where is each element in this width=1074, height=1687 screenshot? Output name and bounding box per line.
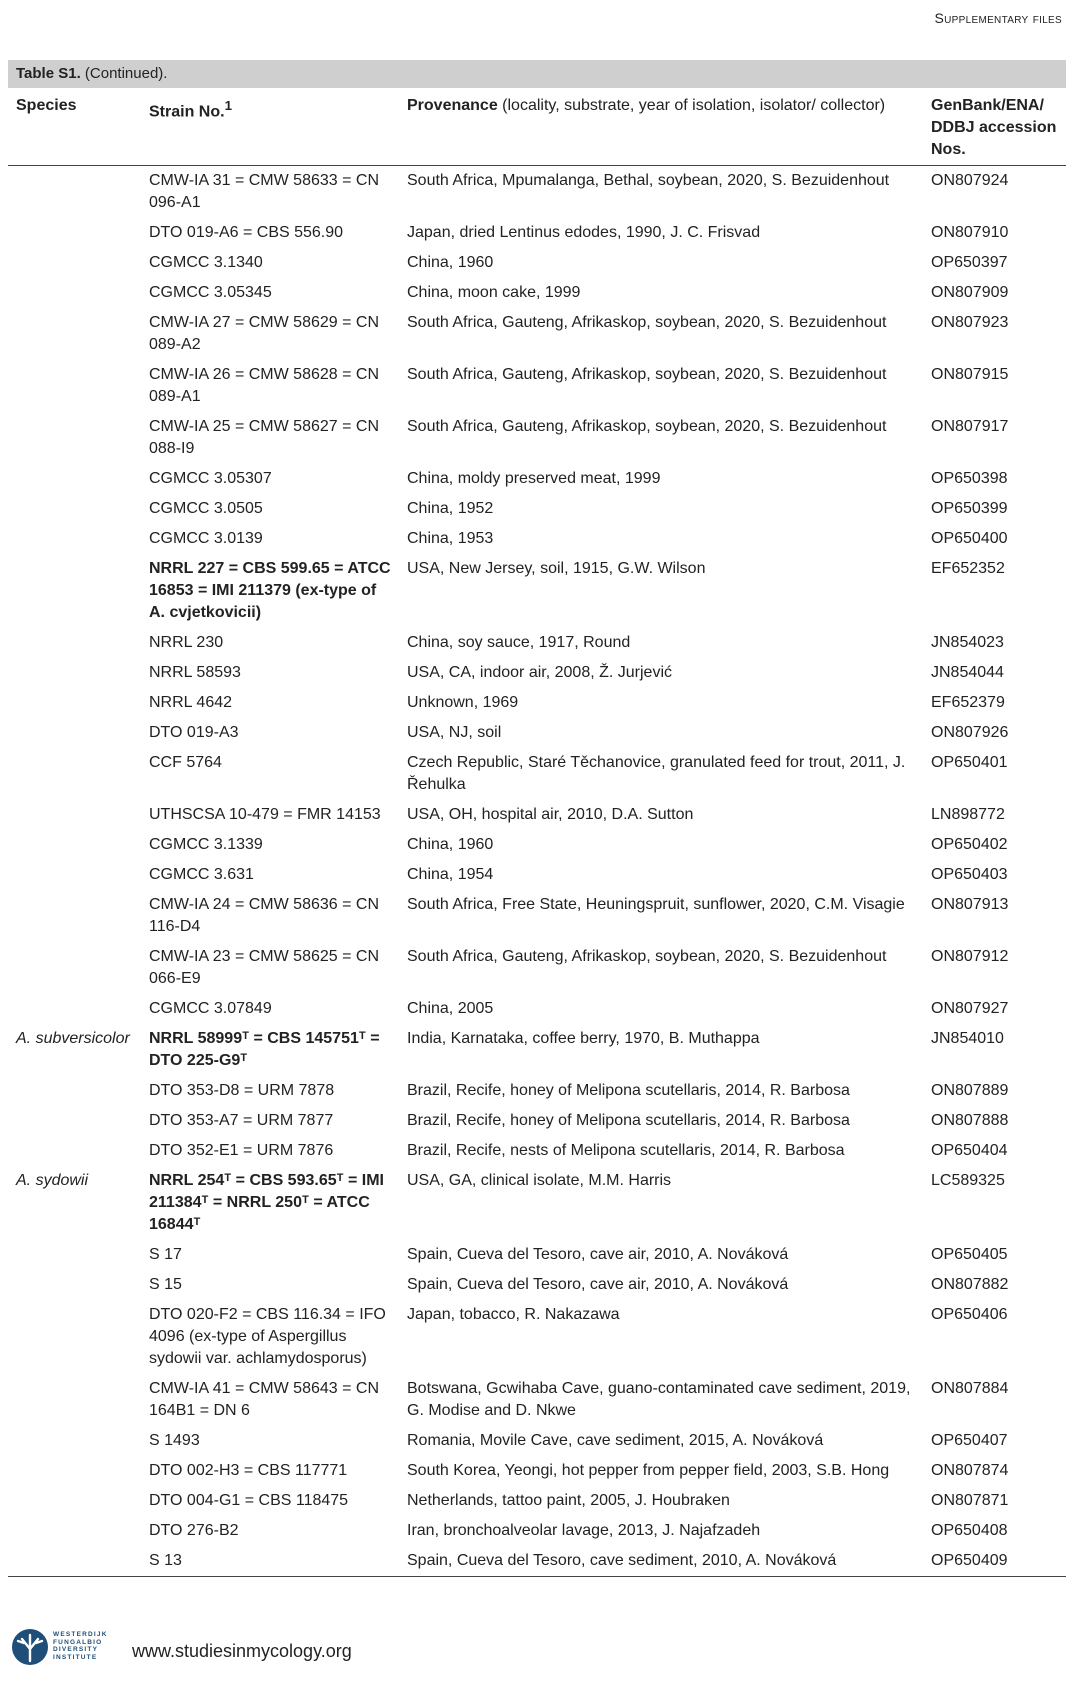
accession-cell: ON807909 xyxy=(931,284,1009,301)
strain-cell: DTO 276-B2 xyxy=(149,1522,239,1539)
table-row xyxy=(8,1486,1066,1516)
table-row xyxy=(8,360,1066,412)
table-row xyxy=(8,1300,1066,1374)
strain-cell: S 1493 xyxy=(149,1432,200,1449)
accession-cell: ON807882 xyxy=(931,1276,1009,1293)
table-header-row xyxy=(8,91,1066,166)
species-cell xyxy=(8,800,141,830)
accession-cell: ON807871 xyxy=(931,1492,1009,1509)
table-row xyxy=(8,494,1066,524)
strain-cell: CGMCC 3.0505 xyxy=(149,500,263,517)
species-cell xyxy=(8,412,141,464)
accession-cell: OP650400 xyxy=(931,530,1008,547)
species-cell xyxy=(8,1456,141,1486)
strain-cell: S 17 xyxy=(149,1246,182,1263)
accession-cell: ON807913 xyxy=(931,896,1009,913)
accession-cell: ON807889 xyxy=(931,1082,1009,1099)
logo-line: INSTITUTE xyxy=(53,1653,98,1661)
accession-cell: ON807917 xyxy=(931,418,1009,435)
provenance-cell: China, 2005 xyxy=(407,1000,494,1017)
accession-cell: OP650401 xyxy=(931,754,1008,771)
accession-cell: OP650407 xyxy=(931,1432,1008,1449)
strain-cell: CGMCC 3.05307 xyxy=(149,470,272,487)
accession-cell: ON807923 xyxy=(931,314,1009,331)
provenance-cell: China, moldy preserved meat, 1999 xyxy=(407,470,661,487)
accession-cell: EF652379 xyxy=(931,694,1005,711)
logo-line: DIVERSITY xyxy=(53,1646,99,1653)
species-cell xyxy=(8,360,141,412)
species-cell xyxy=(8,718,141,748)
strain-cell: DTO 353-A7 = URM 7877 xyxy=(149,1112,334,1129)
provenance-cell: China, 1952 xyxy=(407,500,494,517)
table-row xyxy=(8,166,1066,219)
accession-cell: ON807888 xyxy=(931,1112,1009,1129)
table-label: Table S1. xyxy=(16,65,81,82)
table-row xyxy=(8,1076,1066,1106)
species-cell xyxy=(8,890,141,942)
footer-url[interactable]: www.studiesinmycology.org xyxy=(132,1641,352,1661)
species-cell: A. subversicolor xyxy=(16,1030,130,1047)
strain-cell: CMW-IA 23 = CMW 58625 = CN 066-E9 xyxy=(149,948,379,987)
provenance-cell: USA, GA, clinical isolate, M.M. Harris xyxy=(407,1172,672,1189)
strain-cell: NRRL 230 xyxy=(149,634,224,651)
table-row xyxy=(8,278,1066,308)
strain-cell: DTO 004-G1 = CBS 118475 xyxy=(149,1492,349,1509)
strain-cell: CGMCC 3.05345 xyxy=(149,284,272,301)
provenance-cell: South Africa, Gauteng, Afrikaskop, soybean, 2020, S. Bezuidenhout xyxy=(407,314,887,331)
strain-cell: CMW-IA 24 = CMW 58636 = CN 116-D4 xyxy=(149,896,379,935)
header-accession: GenBank/ENA/ DDBJ accession Nos. xyxy=(931,97,1057,158)
provenance-cell: China, moon cake, 1999 xyxy=(407,284,581,301)
table-row xyxy=(8,890,1066,942)
provenance-cell: Japan, tobacco, R. Nakazawa xyxy=(407,1306,620,1323)
accession-cell: OP650408 xyxy=(931,1522,1008,1539)
provenance-cell: Brazil, Recife, honey of Melipona scutellaris, 2014, R. Barbosa xyxy=(407,1082,850,1099)
table-row xyxy=(8,658,1066,688)
species-cell xyxy=(8,1374,141,1426)
accession-cell: LC589325 xyxy=(931,1172,1005,1189)
provenance-cell: South Africa, Mpumalanga, Bethal, soybean, 2020, S. Bezuidenhout xyxy=(407,172,890,189)
species-cell xyxy=(8,860,141,890)
logo-line: FUNGALBIO xyxy=(53,1638,103,1646)
provenance-cell: USA, CA, indoor air, 2008, Ž. Jurjević xyxy=(407,664,672,681)
provenance-cell: Spain, Cueva del Tesoro, cave sediment, 2010, A. Nováková xyxy=(407,1552,837,1569)
logo-line: WESTERDIJK xyxy=(53,1631,108,1638)
provenance-cell: Brazil, Recife, honey of Melipona scutellaris, 2014, R. Barbosa xyxy=(407,1112,850,1129)
accession-cell: ON807915 xyxy=(931,366,1009,383)
accession-cell: OP650404 xyxy=(931,1142,1008,1159)
accession-cell: ON807884 xyxy=(931,1380,1009,1397)
provenance-cell: Czech Republic, Staré Těchanovice, granulated feed for trout, 2011, J. Řehulka xyxy=(407,754,906,793)
accession-cell: OP650403 xyxy=(931,866,1008,883)
strain-cell: CGMCC 3.1339 xyxy=(149,836,263,853)
species-cell xyxy=(8,218,141,248)
accession-cell: OP650397 xyxy=(931,254,1008,271)
species-cell xyxy=(8,524,141,554)
strain-cell: DTO 019-A3 xyxy=(149,724,239,741)
strain-cell: CGMCC 3.0139 xyxy=(149,530,263,547)
header-species: Species xyxy=(16,97,77,114)
provenance-cell: USA, OH, hospital air, 2010, D.A. Sutton xyxy=(407,806,694,823)
strain-cell: DTO 352-E1 = URM 7876 xyxy=(149,1142,334,1159)
table-row xyxy=(8,688,1066,718)
tree-icon xyxy=(10,1627,50,1667)
table-caption xyxy=(8,60,1066,88)
provenance-cell: China, 1954 xyxy=(407,866,494,883)
provenance-cell: Japan, dried Lentinus edodes, 1990, J. C. Frisvad xyxy=(407,224,761,241)
species-cell xyxy=(8,1136,141,1166)
provenance-cell: Botswana, Gcwihaba Cave, guano-contaminated cave sediment, 2019, G. Modise and D. Nkwe xyxy=(407,1380,911,1419)
running-head: Supplementary files xyxy=(934,10,1062,26)
provenance-cell: South Africa, Gauteng, Afrikaskop, soybean, 2020, S. Bezuidenhout xyxy=(407,418,887,435)
table-row xyxy=(8,1270,1066,1300)
strain-cell: NRRL 58999ᵀ = CBS 145751ᵀ = DTO 225-G9ᵀ xyxy=(149,1030,380,1069)
table-row xyxy=(8,860,1066,890)
provenance-cell: Iran, bronchoalveolar lavage, 2013, J. Najafzadeh xyxy=(407,1522,761,1539)
header-strain: Strain No.$^1$ xyxy=(149,98,232,121)
provenance-cell: China, 1960 xyxy=(407,836,494,853)
table-row xyxy=(8,412,1066,464)
accession-cell: OP650409 xyxy=(931,1552,1008,1569)
provenance-cell: Netherlands, tattoo paint, 2005, J. Houbraken xyxy=(407,1492,730,1509)
provenance-cell: South Korea, Yeongi, hot pepper from pepper field, 2003, S.B. Hong xyxy=(407,1462,890,1479)
accession-cell: JN854023 xyxy=(931,634,1004,651)
accession-cell: ON807912 xyxy=(931,948,1009,965)
accession-cell: JN854010 xyxy=(931,1030,1004,1047)
accession-cell: ON807926 xyxy=(931,724,1009,741)
strain-cell: DTO 002-H3 = CBS 117771 xyxy=(149,1462,348,1479)
species-cell xyxy=(8,658,141,688)
table-row xyxy=(8,1426,1066,1456)
strain-cell: CMW-IA 25 = CMW 58627 = CN 088-I9 xyxy=(149,418,379,457)
provenance-cell: South Africa, Gauteng, Afrikaskop, soybean, 2020, S. Bezuidenhout xyxy=(407,948,887,965)
species-cell xyxy=(8,1546,141,1577)
strain-cell: CMW-IA 26 = CMW 58628 = CN 089-A1 xyxy=(149,366,379,405)
table-row xyxy=(8,524,1066,554)
accession-cell: JN854044 xyxy=(931,664,1004,681)
species-cell xyxy=(8,554,141,628)
species-cell xyxy=(8,248,141,278)
accession-cell: OP650406 xyxy=(931,1306,1008,1323)
species-cell xyxy=(8,688,141,718)
table-row xyxy=(8,748,1066,800)
species-cell xyxy=(8,748,141,800)
species-cell xyxy=(8,1270,141,1300)
provenance-cell: South Africa, Gauteng, Afrikaskop, soybean, 2020, S. Bezuidenhout xyxy=(407,366,887,383)
provenance-cell: USA, NJ, soil xyxy=(407,724,502,741)
species-cell: A. sydowii xyxy=(16,1172,89,1189)
strain-cell: CGMCC 3.07849 xyxy=(149,1000,272,1017)
strain-cell: CCF 5764 xyxy=(149,754,222,771)
species-cell xyxy=(8,166,141,219)
species-cell xyxy=(8,1426,141,1456)
strain-cell: NRRL 227 = CBS 599.65 = ATCC 16853 = IMI 211379 (ex-type of A. cvjetkovicii) xyxy=(149,560,391,621)
strain-cell: CMW-IA 27 = CMW 58629 = CN 089-A2 xyxy=(149,314,379,353)
species-cell xyxy=(8,1516,141,1546)
accession-cell: ON807874 xyxy=(931,1462,1009,1479)
species-cell xyxy=(8,1076,141,1106)
species-cell xyxy=(8,830,141,860)
species-cell xyxy=(8,1486,141,1516)
table-row xyxy=(8,830,1066,860)
species-cell xyxy=(8,1240,141,1270)
accession-cell: OP650402 xyxy=(931,836,1008,853)
strain-table xyxy=(8,91,1066,1577)
provenance-cell: South Africa, Free State, Heuningspruit, sunflower, 2020, C.M. Visagie xyxy=(407,896,905,913)
table-row xyxy=(8,1136,1066,1166)
provenance-cell: India, Karnataka, coffee berry, 1970, B. Muthappa xyxy=(407,1030,760,1047)
provenance-cell: USA, New Jersey, soil, 1915, G.W. Wilson xyxy=(407,560,706,577)
strain-cell: NRRL 254ᵀ = CBS 593.65ᵀ = IMI 211384ᵀ = NRRL 250ᵀ = ATCC 16844ᵀ xyxy=(149,1172,384,1233)
species-cell xyxy=(8,994,141,1024)
table-row xyxy=(8,994,1066,1024)
provenance-cell: China, 1960 xyxy=(407,254,494,271)
strain-cell: S 15 xyxy=(149,1276,182,1293)
provenance-cell: Spain, Cueva del Tesoro, cave air, 2010, A. Nováková xyxy=(407,1276,789,1293)
strain-cell: CMW-IA 41 = CMW 58643 = CN 164B1 = DN 6 xyxy=(149,1380,379,1419)
table-row xyxy=(8,1240,1066,1270)
table-row xyxy=(8,718,1066,748)
accession-cell: OP650399 xyxy=(931,500,1008,517)
species-cell xyxy=(8,1106,141,1136)
table-row xyxy=(8,248,1066,278)
table-row xyxy=(8,628,1066,658)
accession-cell: OP650398 xyxy=(931,470,1008,487)
strain-cell: CGMCC 3.1340 xyxy=(149,254,263,271)
provenance-cell: China, soy sauce, 1917, Round xyxy=(407,634,631,651)
provenance-cell: Brazil, Recife, nests of Melipona scutellaris, 2014, R. Barbosa xyxy=(407,1142,845,1159)
provenance-cell: Unknown, 1969 xyxy=(407,694,519,711)
accession-cell: ON807910 xyxy=(931,224,1009,241)
table-row xyxy=(8,1546,1066,1577)
table-row xyxy=(8,308,1066,360)
table-row xyxy=(8,1516,1066,1546)
species-cell xyxy=(8,494,141,524)
accession-cell: LN898772 xyxy=(931,806,1005,823)
species-cell xyxy=(8,278,141,308)
table-row xyxy=(8,218,1066,248)
accession-cell: OP650405 xyxy=(931,1246,1008,1263)
accession-cell: EF652352 xyxy=(931,560,1005,577)
species-cell xyxy=(8,628,141,658)
species-cell xyxy=(8,1300,141,1374)
westerdijk-logo xyxy=(10,1625,108,1669)
header-provenance: Provenance (locality, substrate, year of isolation, isolator/ collector) xyxy=(407,97,886,114)
table-row xyxy=(8,1106,1066,1136)
strain-cell: UTHSCSA 10-479 = FMR 14153 xyxy=(149,806,381,823)
table-row xyxy=(8,1374,1066,1426)
strain-cell: CMW-IA 31 = CMW 58633 = CN 096-A1 xyxy=(149,172,379,211)
table-row xyxy=(8,464,1066,494)
strain-cell: DTO 353-D8 = URM 7878 xyxy=(149,1082,335,1099)
provenance-cell: China, 1953 xyxy=(407,530,494,547)
strain-cell: DTO 020-F2 = CBS 116.34 = IFO 4096 (ex-type of Aspergillus sydowii var. achlamydosporus) xyxy=(149,1306,386,1367)
table-row xyxy=(8,942,1066,994)
strain-cell: DTO 019-A6 = CBS 556.90 xyxy=(149,224,344,241)
strain-cell: NRRL 4642 xyxy=(149,694,233,711)
accession-cell: ON807924 xyxy=(931,172,1009,189)
provenance-cell: Romania, Movile Cave, cave sediment, 2015, A. Nováková xyxy=(407,1432,824,1449)
accession-cell: ON807927 xyxy=(931,1000,1009,1017)
table-row xyxy=(8,1024,1066,1076)
table-row xyxy=(8,1166,1066,1240)
table-row xyxy=(8,554,1066,628)
table-row xyxy=(8,800,1066,830)
species-cell xyxy=(8,464,141,494)
strain-cell: NRRL 58593 xyxy=(149,664,241,681)
species-cell xyxy=(8,308,141,360)
species-cell xyxy=(8,942,141,994)
strain-cell: CGMCC 3.631 xyxy=(149,866,254,883)
table-caption-text: (Continued). xyxy=(84,65,168,82)
provenance-cell: Spain, Cueva del Tesoro, cave air, 2010, A. Nováková xyxy=(407,1246,789,1263)
strain-cell: S 13 xyxy=(149,1552,182,1569)
table-row xyxy=(8,1456,1066,1486)
